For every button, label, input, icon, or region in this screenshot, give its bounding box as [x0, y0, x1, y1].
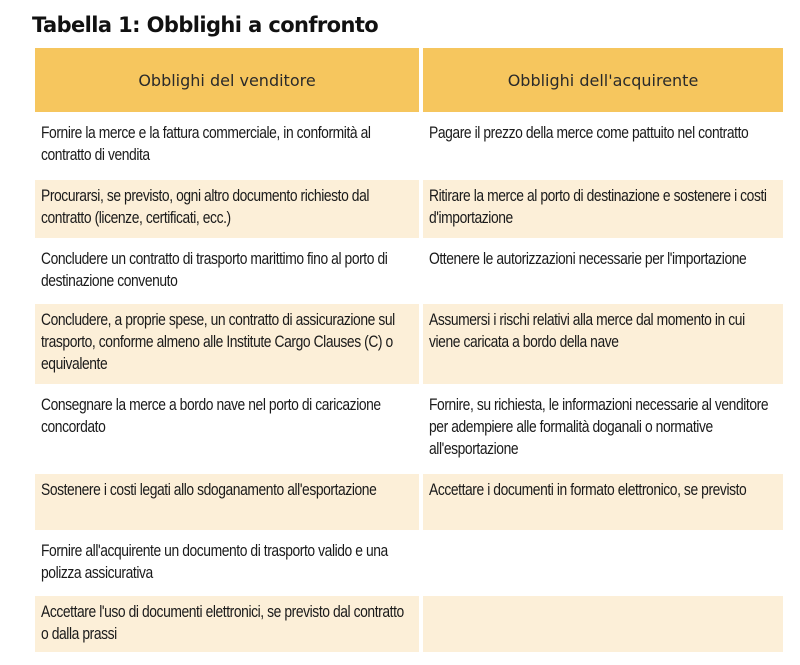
buyer-cell: Ottenere le autorizzazioni necessarie per l'importazione [423, 243, 783, 299]
buyer-cell [423, 596, 783, 652]
table-row [35, 117, 783, 175]
table-row [35, 474, 783, 530]
table-row [35, 389, 783, 469]
header-buyer-obligations: Obblighi dell'acquirente [423, 48, 783, 112]
seller-cell: Concludere, a proprie spese, un contratto di assicurazione sul trasporto, conforme almeno alle Institute Cargo Clauses (C) o equivalente [35, 304, 419, 384]
buyer-cell: Fornire, su richiesta, le informazioni necessarie al venditore per adempiere alle formalità doganali o normative all'esportazione [423, 389, 783, 469]
seller-cell: Consegnare la merce a bordo nave nel porto di caricazione concordato [35, 389, 419, 469]
seller-cell: Concludere un contratto di trasporto marittimo fino al porto di destinazione convenuto [35, 243, 419, 299]
seller-cell: Sostenere i costi legati allo sdoganamento all'esportazione [35, 474, 419, 530]
buyer-cell: Accettare i documenti in formato elettronico, se previsto [423, 474, 783, 530]
seller-cell: Fornire la merce e la fattura commerciale, in conformità al contratto di vendita [35, 117, 419, 175]
table-title: Tabella 1: Obblighi a confronto [32, 13, 379, 37]
buyer-cell: Pagare il prezzo della merce come pattuito nel contratto [423, 117, 783, 175]
buyer-cell: Assumersi i rischi relativi alla merce dal momento in cui viene caricata a bordo della nave [423, 304, 783, 384]
table-header-row [35, 48, 783, 112]
table-row [35, 304, 783, 384]
seller-cell: Fornire all'acquirente un documento di trasporto valido e una polizza assicurativa [35, 535, 419, 591]
seller-cell: Procurarsi, se previsto, ogni altro documento richiesto dal contratto (licenze, certificati, ecc.) [35, 180, 419, 238]
table-row [35, 596, 783, 652]
table-row [35, 180, 783, 238]
table-row [35, 243, 783, 299]
buyer-cell: Ritirare la merce al porto di destinazione e sostenere i costi d'importazione [423, 180, 783, 238]
buyer-cell [423, 535, 783, 591]
table-row [35, 535, 783, 591]
seller-cell: Accettare l'uso di documenti elettronici, se previsto dal contratto o dalla prassi [35, 596, 419, 652]
header-seller-obligations: Obblighi del venditore [35, 48, 419, 112]
obligations-table [31, 43, 787, 657]
